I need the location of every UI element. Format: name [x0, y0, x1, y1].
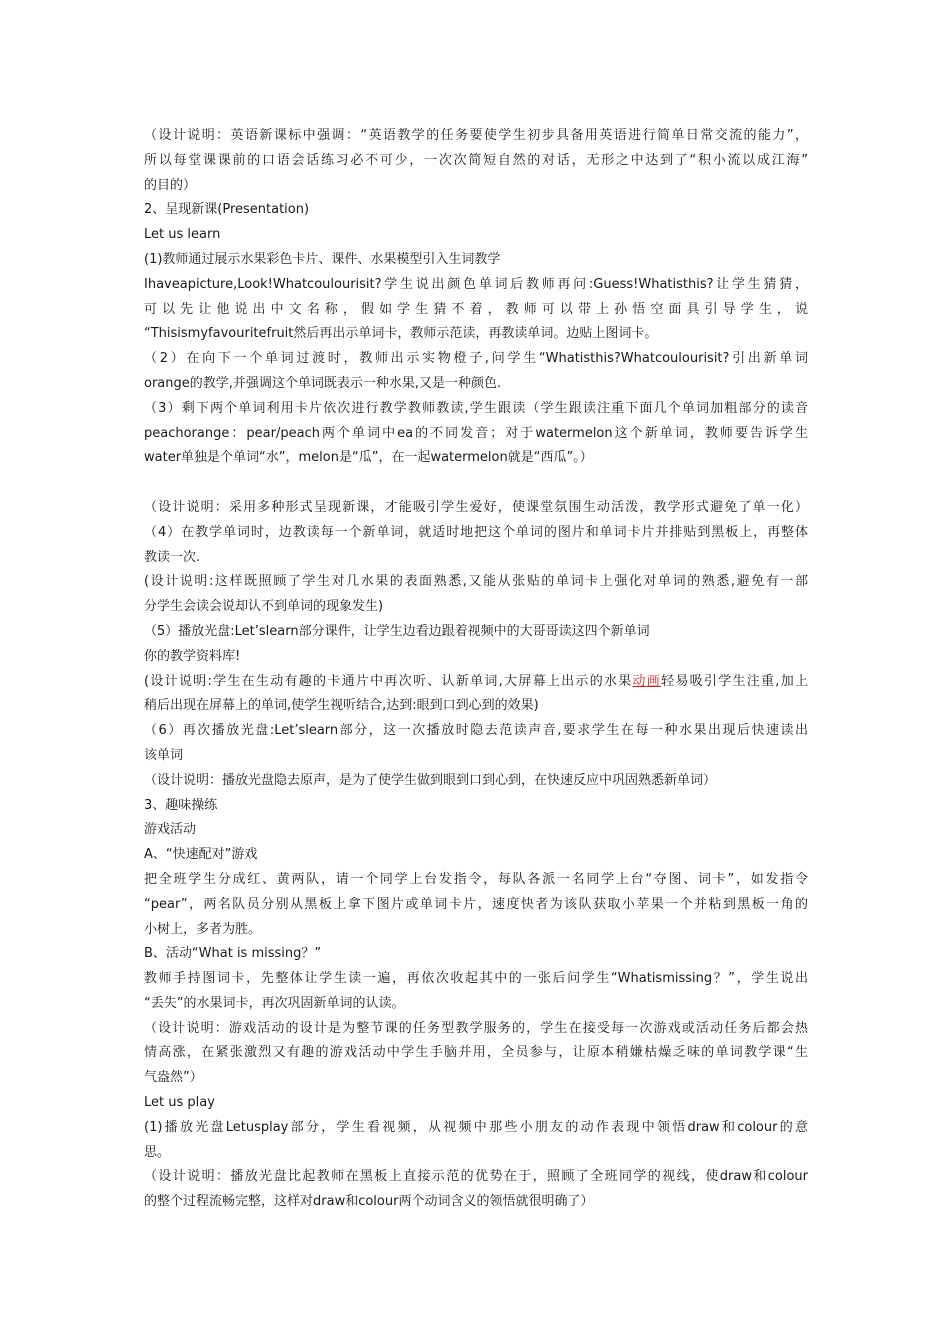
subheading: 游戏活动 — [144, 822, 197, 838]
subheading: A、“快速配对”游戏 — [144, 847, 258, 863]
animation-link[interactable]: 动画 — [632, 673, 662, 689]
text-line: （设计说明：游戏活动的设计是为整节课的任务型教学服务的，学生在接受每一次游戏或活动任务后都会热 — [144, 1020, 808, 1036]
text-line: (1)播放光盘Letusplay部分，学生看视频，从视频中那些小朋友的动作表现中领悟draw和colour的意 — [144, 1119, 808, 1135]
text-line: 教读一次. — [144, 549, 201, 565]
text-line: “丢失”的水果词卡，再次巩固新单词的认读。 — [144, 995, 405, 1011]
text-line — [144, 670, 808, 695]
text-line: 小树上，多者为胜。 — [144, 921, 262, 937]
text-line: 情高涨，在紧张激烈又有趣的游戏活动中学生手脑并用，全员参与，让原本稍嫌枯燥乏味的单词教学课“生 — [144, 1045, 808, 1061]
text-line: （设计说明：播放光盘比起教师在黑板上直接示范的优势在于，照顾了全班同学的视线，使draw和colour — [144, 1169, 808, 1185]
text-line: （设计说明：英语新课标中强调：“英语教学的任务要使学生初步具备用英语进行简单日常交流的能力”， — [144, 128, 808, 143]
subheading: B、活动“What is missing？” — [144, 946, 322, 962]
text-line: 的目的） — [144, 177, 197, 193]
text-line: “Thisismyfavouritefruit然后再出示单词卡，教师示范读，再教读单词。边贴上图词卡。 — [144, 326, 658, 342]
text-line: orange的教学,并强调这个单词既表示一种水果,又是一种颜色. — [144, 375, 502, 391]
text-line: （3）剩下两个单词利用卡片依次进行教学教师教读,学生跟读（学生跟读注重下面几个单词加粗部分的读音 — [144, 400, 808, 416]
text-line: peachorange：pear/peach两个单词中ea的不同发音；对于watermelon这个新单词，教师要告诉学生 — [144, 425, 808, 441]
section-heading: 3、趣味操练 — [144, 797, 218, 813]
text-line: 该单词 — [144, 747, 184, 763]
document-body — [144, 124, 808, 1215]
text-line: 气盎然”） — [144, 1070, 203, 1086]
text-line: （5）播放光盘:Let’slearn部分课件，让学生边看边跟着视频中的大哥哥读这四个新单词 — [144, 623, 650, 639]
text-line: “pear”，两名队员分别从黑板上拿下图片或单词卡片，速度快者为该队获取小苹果一个并粘到黑板一角的 — [144, 896, 808, 912]
text-line: （4）在教学单词时，边教读每一个新单词，就适时地把这个单词的图片和单词卡片并排贴到黑板上，再整体 — [144, 524, 808, 540]
text-line: 可以先让他说出中文名称，假如学生猜不着，教师可以带上孙悟空面具引导学生，说 — [144, 301, 808, 317]
text-line: (1)教师通过展示水果彩色卡片、课件、水果模型引入生词教学 — [144, 251, 501, 267]
section-heading: 2、呈现新课(Presentation) — [144, 202, 310, 218]
text-line: 你的教学资料库! — [144, 648, 241, 664]
text-line: Ihaveapicture,Look!Whatcoulourisit?学生说出颜色单词后教师再问:Guess!Whatisthis?让学生猜猜， — [144, 276, 808, 292]
text-line: 所以每堂课课前的口语会话练习必不可少，一次次简短自然的对话，无形之中达到了“积小流以成江海” — [144, 152, 808, 168]
text-line: 分学生会读会说却认不到单词的现象发生) — [144, 599, 384, 615]
text-line: 教师手持图词卡，先整体让学生读一遍，再依次收起其中的一张后问学生“Whatismissing？”，学生说出 — [144, 971, 808, 987]
text-line: （6）再次播放光盘:Let’slearn部分，这一次播放时隐去范读声音,要求学生在每一种水果出现后快速读出 — [144, 723, 808, 739]
text-line: （设计说明：采用多种形式呈现新课，才能吸引学生爱好，使课堂氛围生动活泼，教学形式避免了单一化） — [144, 499, 808, 515]
subheading: Let us learn — [144, 227, 221, 243]
subheading: Let us play — [144, 1095, 215, 1111]
text-line: 把全班学生分成红、黄两队，请一个同学上台发指令，每队各派一名同学上台“夺图、词卡”，如发指令 — [144, 871, 808, 887]
text-line: 的整个过程流畅完整，这样对draw和colour两个动词含义的领悟就很明确了） — [144, 1194, 594, 1210]
text-line: water单独是个单词“水”，melon是“瓜”，在一起watermelon就是“西瓜”。） — [144, 450, 593, 466]
blank-line — [144, 471, 808, 496]
text-line: (设计说明:这样既照顾了学生对几水果的表面熟悉,又能从张贴的单词卡上强化对单词的熟悉,避免有一部 — [144, 574, 808, 590]
text-line: 稍后出现在屏幕上的单词,使学生视听结合,达到:眼到口到心到的效果) — [144, 698, 539, 714]
text-segment: (设计说明:学生在生动有趣的卡通片中再次听、认新单词,大屏幕上出示的水果 — [144, 673, 633, 689]
text-line: （2）在向下一个单词过渡时，教师出示实物橙子,问学生“Whatisthis?Whatcoulourisit?引出新单词 — [144, 351, 808, 367]
text-line: 思。 — [144, 1144, 171, 1160]
text-line: （设计说明：播放光盘隐去原声，是为了使学生做到眼到口到心到，在快速反应中巩固熟悉新单词） — [144, 772, 717, 788]
text-segment: 轻易吸引学生注重,加上 — [661, 673, 808, 689]
